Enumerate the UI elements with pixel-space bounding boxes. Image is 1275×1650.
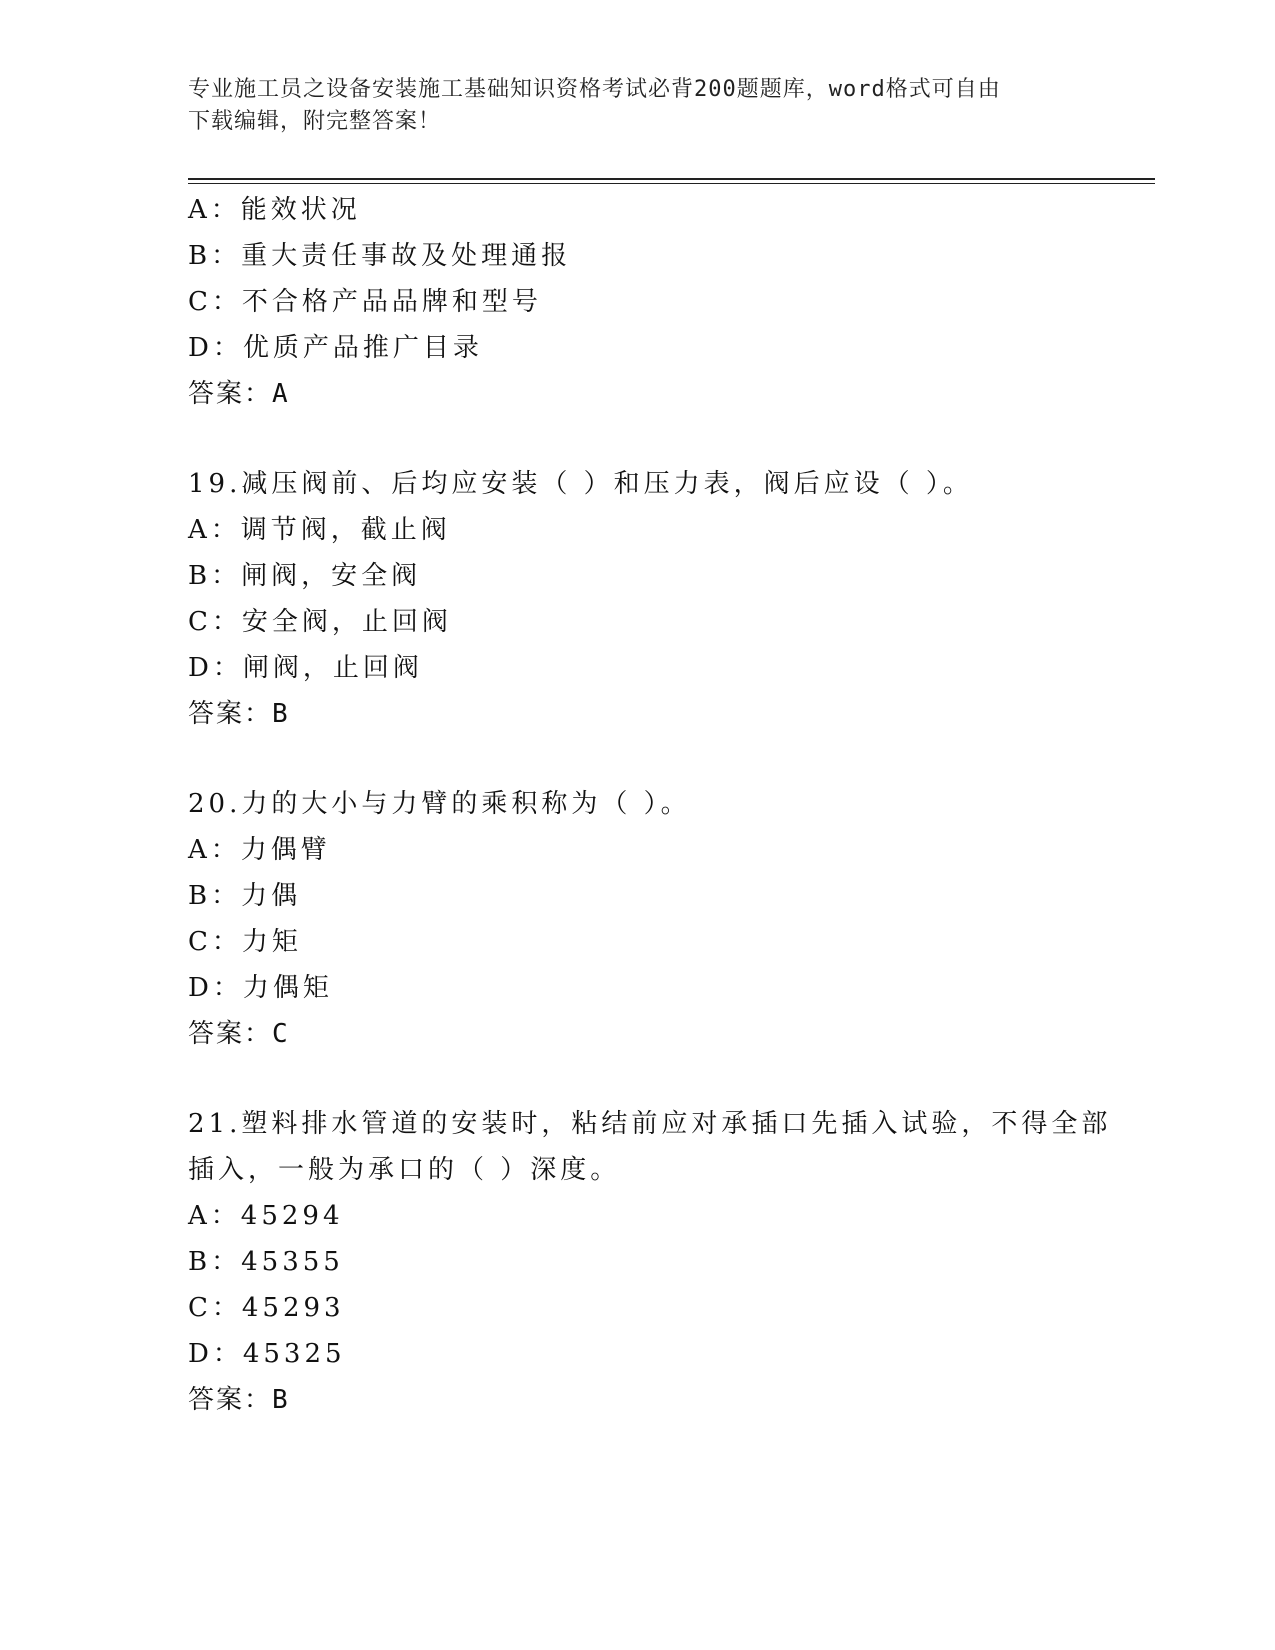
header-line-1: 专业施工员之设备安装施工基础知识资格考试必背200题题库，word格式可自由 — [188, 77, 1001, 102]
option-d: D：优质产品推广目录 — [188, 333, 483, 363]
spacer — [188, 417, 1088, 461]
option-c: C：力矩 — [188, 927, 302, 957]
question-block-20 — [188, 781, 1088, 1057]
option-c: C：不合格产品品牌和型号 — [188, 287, 542, 317]
document-header — [188, 74, 1068, 138]
option-b: B：45355 — [188, 1247, 344, 1277]
question-text-line-1: 21.塑料排水管道的安装时，粘结前应对承插口先插入试验，不得全部 — [188, 1109, 1112, 1139]
question-text-line-2: 插入，一般为承口的（ ）深度。 — [188, 1155, 621, 1185]
spacer — [188, 1057, 1088, 1101]
option-a: A：45294 — [188, 1201, 344, 1231]
option-b: B：力偶 — [188, 881, 302, 911]
answer-line: 答案：A — [188, 379, 290, 409]
answer-line: 答案：B — [188, 1385, 290, 1415]
header-line-2: 下载编辑，附完整答案！ — [188, 109, 442, 134]
spacer — [188, 737, 1088, 781]
answer-line: 答案：C — [188, 1019, 290, 1049]
question-text: 19.减压阀前、后均应安装（ ）和压力表，阀后应设（ ）。 — [188, 469, 973, 499]
header-divider-thin — [188, 183, 1155, 184]
option-c: C：45293 — [188, 1293, 345, 1323]
option-d: D：45325 — [188, 1339, 346, 1369]
option-b: B：闸阀，安全阀 — [188, 561, 422, 591]
question-text: 20.力的大小与力臂的乘积称为（ ）。 — [188, 789, 691, 819]
option-d: D：力偶矩 — [188, 973, 333, 1003]
question-block-19 — [188, 461, 1088, 737]
question-block-18 — [188, 187, 1088, 417]
question-list — [188, 187, 1112, 1423]
option-b: B：重大责任事故及处理通报 — [188, 241, 572, 271]
option-d: D：闸阀，止回阀 — [188, 653, 423, 683]
option-a: A：调节阀，截止阀 — [188, 515, 451, 545]
option-a: A：能效状况 — [188, 195, 361, 225]
question-block-21 — [188, 1101, 1112, 1423]
option-a: A：力偶臂 — [188, 835, 331, 865]
answer-line: 答案：B — [188, 699, 290, 729]
option-c: C：安全阀，止回阀 — [188, 607, 452, 637]
header-divider-thick — [188, 178, 1155, 180]
